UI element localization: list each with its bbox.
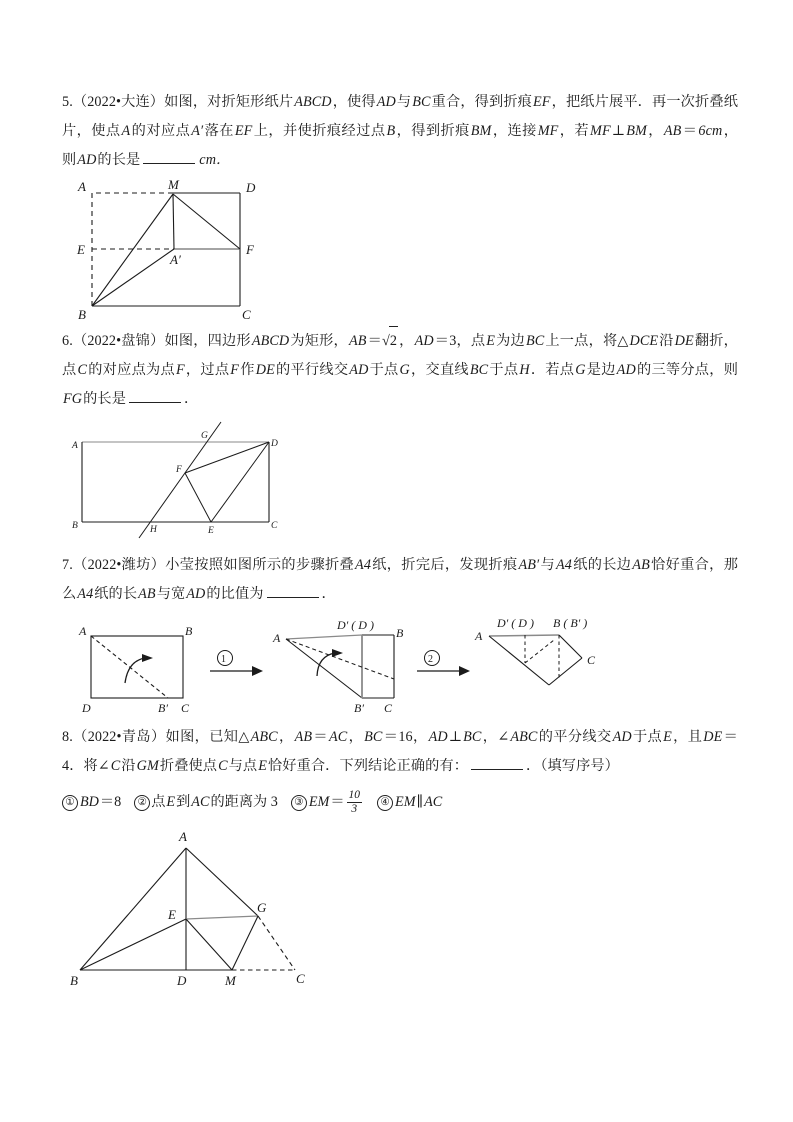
problem-7-t8: 的比值为 bbox=[206, 586, 264, 602]
option-2-t1: 点 bbox=[151, 794, 166, 810]
problem-5-t13: ，则 bbox=[62, 123, 738, 168]
problem-7-lead: .（2022•潍坊）小莹按照如图所示的步骤折叠 bbox=[69, 557, 355, 573]
problem-6-sqrt2: √2 bbox=[382, 326, 399, 356]
problem-5-t8: 上，并使折痕经过点 bbox=[253, 123, 386, 139]
problem-8-options bbox=[62, 787, 738, 817]
problem-6-pe: E bbox=[486, 333, 496, 349]
fig7-s2-label-D-prime: D′ ( D ) bbox=[337, 618, 374, 632]
problem-6 bbox=[62, 326, 738, 414]
fig6-label-F: F bbox=[176, 465, 182, 475]
problem-6-sqrt-radicand: 2 bbox=[389, 326, 398, 356]
fig7-s3-label-A: A bbox=[475, 629, 483, 643]
problem-6-t8: 的对应点为点 bbox=[88, 362, 175, 378]
problem-6-pf2: F bbox=[230, 362, 240, 378]
problem-6-de: DE bbox=[674, 333, 694, 349]
problem-8-t6: 于点 bbox=[632, 729, 663, 745]
problem-8-angle-c: C bbox=[110, 758, 121, 774]
option-4-parallel: ∥ bbox=[416, 794, 424, 810]
problem-8-t4: ，∠ bbox=[482, 729, 510, 745]
fig5-label-B: B bbox=[78, 307, 86, 322]
fig8-label-B: B bbox=[70, 973, 78, 988]
problem-6-lead: .（2022•盘锦）如图，四边形 bbox=[69, 333, 251, 349]
problem-5-t4: ，把纸片展平．再一次折 bbox=[551, 94, 710, 110]
worksheet-content bbox=[62, 88, 738, 1003]
problem-5-answer-blank[interactable] bbox=[143, 150, 195, 164]
problem-6-figure bbox=[62, 418, 738, 553]
fig6-label-H: H bbox=[150, 525, 157, 535]
problem-6-t15: ．若点 bbox=[530, 362, 575, 378]
problem-6-number: 6 bbox=[62, 333, 70, 349]
fig6-label-B: B bbox=[72, 521, 78, 531]
option-4-em: EM bbox=[395, 794, 416, 810]
problem-8-t7: ，且 bbox=[672, 729, 703, 745]
problem-5-unit: cm． bbox=[199, 152, 231, 168]
problem-5-pa-prime: A′ bbox=[191, 123, 204, 139]
problem-8-eq1: ＝ bbox=[313, 729, 328, 745]
problem-6-t1: 为矩形， bbox=[290, 333, 348, 349]
problem-8-ad2: AD bbox=[612, 729, 632, 745]
fig7-s1-label-D: D bbox=[82, 701, 91, 715]
problem-5-ef: EF bbox=[533, 94, 551, 110]
problem-8-t2: ， bbox=[348, 729, 364, 745]
fig7-s3-label-D-prime: D′ ( D ) bbox=[497, 616, 534, 630]
problem-5-ad2: AD bbox=[77, 152, 97, 168]
problem-6-t10: 作 bbox=[240, 362, 255, 378]
problem-7-t6: 纸的长 bbox=[94, 586, 138, 602]
problem-6-t3: ＝3，点 bbox=[434, 333, 486, 349]
problem-7-t2: 与 bbox=[540, 557, 555, 573]
fig8-label-E: E bbox=[168, 907, 176, 922]
fig6-label-D: D bbox=[271, 439, 278, 449]
fig7-s2-label-A: A bbox=[273, 631, 281, 645]
problem-5-t11: ，若 bbox=[559, 123, 590, 139]
problem-6-bc: BC bbox=[525, 333, 545, 349]
problem-7-answer-blank[interactable] bbox=[267, 584, 319, 598]
problem-6-abcd: ABCD bbox=[251, 333, 290, 349]
problem-8-ac: AC bbox=[328, 729, 348, 745]
problem-8-option-3 bbox=[291, 788, 364, 815]
problem-7-period: ． bbox=[321, 586, 336, 602]
fig8-label-A: A bbox=[179, 829, 187, 844]
problem-6-period: ． bbox=[184, 391, 199, 407]
option-1-bd: BD bbox=[80, 794, 99, 810]
option-3-em: EM bbox=[308, 794, 330, 810]
option-1-value: ＝8 bbox=[99, 794, 122, 810]
problem-5-t1: ，使得 bbox=[332, 94, 376, 110]
fig8-label-D: D bbox=[177, 973, 187, 988]
problem-6-t4: 为边 bbox=[496, 333, 525, 349]
problem-6-t7: 翻折，点 bbox=[62, 333, 738, 378]
problem-5-bm: BM bbox=[470, 123, 492, 139]
problem-8-t5: 的平分线交 bbox=[538, 729, 612, 745]
problem-8-t8: ＝4．将∠ bbox=[62, 729, 738, 774]
fig6-label-E: E bbox=[208, 526, 214, 536]
fig8-label-G: G bbox=[257, 900, 267, 915]
problem-5-ab: AB bbox=[663, 123, 682, 139]
problem-7-t3: 纸的长边 bbox=[572, 557, 632, 573]
problem-8-pc: C bbox=[218, 758, 228, 774]
option-3-denominator: 3 bbox=[351, 802, 358, 815]
problem-7-ab-prime: AB′ bbox=[518, 557, 540, 573]
problem-8-pe2: E bbox=[258, 758, 267, 774]
problem-6-t17: 的 bbox=[636, 362, 652, 378]
option-2-ac: AC bbox=[191, 794, 210, 810]
problem-5-t6: 的对应点 bbox=[131, 123, 191, 139]
problem-7-ab: AB bbox=[632, 557, 650, 573]
problem-5-pb: B bbox=[386, 123, 396, 139]
option-3-eq: ＝ bbox=[330, 794, 345, 810]
problem-6-text bbox=[62, 326, 738, 414]
fig7-s1-label-B: B bbox=[185, 624, 193, 638]
problem-6-fg: FG bbox=[63, 391, 83, 407]
problem-5-t10: ，连接 bbox=[492, 123, 537, 139]
problem-6-pg2: G bbox=[575, 362, 586, 378]
problem-8-t1: ， bbox=[278, 729, 294, 745]
fig5-label-A-prime: A′ bbox=[170, 252, 181, 267]
problem-7-a4-2: A4 bbox=[556, 557, 572, 573]
problem-8-option-1 bbox=[62, 794, 121, 810]
fig5-label-M: M bbox=[168, 179, 179, 192]
problem-5-figure bbox=[62, 179, 738, 324]
option-2-pe: E bbox=[166, 794, 176, 810]
problem-6-ad2: AD bbox=[349, 362, 369, 378]
problem-5-mf2: MF bbox=[590, 123, 611, 139]
problem-7-ad: AD bbox=[186, 586, 206, 602]
problem-6-t6: 沿 bbox=[659, 333, 674, 349]
problem-6-pg: G bbox=[399, 362, 410, 378]
problem-6-ph: H bbox=[519, 362, 530, 378]
option-3-numerator: 10 bbox=[348, 788, 361, 801]
problem-8-ab: AB bbox=[294, 729, 313, 745]
problem-7 bbox=[62, 551, 738, 609]
fig7-s3-label-B: B ( B′ ) bbox=[553, 616, 588, 630]
problem-5-number: 5 bbox=[62, 94, 70, 110]
fig7-arrow2-label: 2 bbox=[428, 654, 433, 665]
option-2-t3: 的距离为 3 bbox=[210, 794, 278, 810]
problem-5-t2: 与 bbox=[396, 94, 412, 110]
problem-8-t9: 沿 bbox=[121, 758, 136, 774]
problem-6-bc2: BC bbox=[469, 362, 489, 378]
fig7-s3-label-C: C bbox=[587, 653, 596, 667]
fig7-s2-label-B-prime: B′ bbox=[354, 701, 364, 715]
problem-8-answer-blank[interactable] bbox=[471, 756, 523, 770]
problem-6-t12: 于点 bbox=[369, 362, 399, 378]
problem-5-bm2: BM bbox=[626, 123, 647, 139]
problem-8-option-2 bbox=[134, 794, 278, 810]
problem-8-lead: .（2022•青岛）如图，已知△ bbox=[69, 729, 250, 745]
fig5-label-E: E bbox=[77, 242, 85, 257]
problem-8-abc: ABC bbox=[250, 729, 278, 745]
problem-5-bc: BC bbox=[412, 94, 431, 110]
problem-6-ab: AB bbox=[348, 333, 367, 349]
problem-7-a4-3: A4 bbox=[77, 586, 94, 602]
problem-6-answer-blank[interactable] bbox=[129, 389, 181, 403]
option-4-marker: ④ bbox=[377, 795, 393, 811]
problem-5-t5: 叠纸片，使点 bbox=[62, 94, 738, 139]
problem-8-t13: ．（填写序号） bbox=[526, 758, 619, 774]
problem-8-bc: BC bbox=[364, 729, 383, 745]
problem-8-perp: ⊥ bbox=[448, 729, 463, 745]
problem-5-t3: 重合，得到折痕 bbox=[431, 94, 533, 110]
problem-6-t9: ，过点 bbox=[185, 362, 230, 378]
problem-6-dce: DCE bbox=[629, 333, 659, 349]
problem-5-ef2: EF bbox=[234, 123, 253, 139]
option-2-marker: ② bbox=[134, 795, 150, 811]
fig7-s2-label-B: B bbox=[396, 626, 404, 640]
fig8-label-M: M bbox=[225, 973, 236, 988]
fig7-s2-label-C: C bbox=[384, 701, 393, 715]
problem-6-pc: C bbox=[77, 362, 88, 378]
problem-6-t14: 于点 bbox=[489, 362, 519, 378]
fig8-label-C: C bbox=[296, 971, 305, 986]
problem-8-figure bbox=[62, 823, 738, 1003]
problem-8-angle-abc: ABC bbox=[510, 729, 538, 745]
problem-6-ad: AD bbox=[414, 333, 434, 349]
fig7-s1-label-C: C bbox=[181, 701, 190, 715]
problem-5-t7: 落在 bbox=[204, 123, 234, 139]
fig7-s1-label-B-prime: B′ bbox=[158, 701, 168, 715]
fig6-label-C: C bbox=[271, 521, 278, 531]
fig5-label-F: F bbox=[246, 242, 254, 257]
problem-8-t11: 与点 bbox=[228, 758, 258, 774]
problem-8 bbox=[62, 723, 738, 817]
problem-7-t7: 与宽 bbox=[156, 586, 186, 602]
fig7-s1-label-A: A bbox=[79, 624, 87, 638]
fig6-label-G: G bbox=[201, 431, 208, 441]
problem-6-t5: 上一点，将△ bbox=[545, 333, 629, 349]
problem-8-t10: 折叠使点 bbox=[159, 758, 218, 774]
problem-5-mf: MF bbox=[537, 123, 559, 139]
problem-7-ab2: AB bbox=[138, 586, 156, 602]
fig5-label-D: D bbox=[246, 180, 256, 195]
problem-8-option-4 bbox=[377, 794, 443, 810]
option-2-t2: 到 bbox=[176, 794, 191, 810]
problem-7-figure bbox=[62, 613, 738, 723]
problem-5-pa: A bbox=[121, 123, 131, 139]
problem-6-t19: 的长是 bbox=[83, 391, 126, 407]
problem-7-number: 7 bbox=[62, 557, 70, 573]
problem-7-text bbox=[62, 551, 738, 609]
problem-5-perp: ⊥ bbox=[611, 123, 626, 139]
problem-8-text bbox=[62, 723, 738, 781]
problem-5-t14: 的长是 bbox=[97, 152, 141, 168]
problem-8-t3: ＝16， bbox=[383, 729, 428, 745]
problem-8-t12: 恰好重合．下列结论正确的有： bbox=[268, 758, 469, 774]
problem-5-ad: AD bbox=[376, 94, 396, 110]
fig7-arrow1-label: 1 bbox=[221, 654, 226, 665]
option-3-fraction bbox=[347, 789, 363, 816]
problem-8-gm: GM bbox=[136, 758, 159, 774]
problem-6-de2: DE bbox=[255, 362, 275, 378]
problem-6-t13: ，交直线 bbox=[410, 362, 469, 378]
problem-8-bc2: BC bbox=[463, 729, 482, 745]
problem-8-ad: AD bbox=[428, 729, 448, 745]
problem-5-t12: ， bbox=[647, 123, 663, 139]
fig6-label-A: A bbox=[72, 441, 78, 451]
problem-6-t11: 的平行线交 bbox=[275, 362, 349, 378]
problem-7-t5: 那么 bbox=[62, 557, 738, 602]
problem-5-eq: ＝ bbox=[682, 123, 698, 139]
problem-6-pf: F bbox=[175, 362, 185, 378]
option-3-marker: ③ bbox=[291, 795, 307, 811]
problem-8-de: DE bbox=[703, 729, 723, 745]
problem-5-text bbox=[62, 88, 738, 175]
fig5-label-A: A bbox=[78, 179, 86, 194]
problem-7-t1: 纸，折完后，发现折痕 bbox=[372, 557, 518, 573]
problem-5-t9: ，得到折痕 bbox=[396, 123, 470, 139]
problem-5-line1-lead: .（2022•大连）如图，对折矩形纸片 bbox=[69, 94, 294, 110]
problem-6-t18: 三等分点，则 bbox=[651, 362, 739, 378]
problem-6-ad3: AD bbox=[616, 362, 636, 378]
problem-8-pe: E bbox=[663, 729, 672, 745]
problem-6-t2: ， bbox=[399, 333, 414, 349]
problem-8-number: 8 bbox=[62, 729, 70, 745]
problem-7-a4-1: A4 bbox=[355, 557, 372, 573]
problem-6-t16: 是边 bbox=[586, 362, 616, 378]
option-1-marker: ① bbox=[62, 795, 78, 811]
problem-7-t4: 恰好重合， bbox=[650, 557, 724, 573]
problem-6-eq1: ＝ bbox=[367, 333, 382, 349]
problem-5-6cm: 6cm bbox=[698, 123, 723, 139]
fig5-label-C: C bbox=[242, 307, 251, 322]
option-4-ac: AC bbox=[424, 794, 443, 810]
problem-5-abcd: ABCD bbox=[294, 94, 332, 110]
problem-5 bbox=[62, 88, 738, 175]
